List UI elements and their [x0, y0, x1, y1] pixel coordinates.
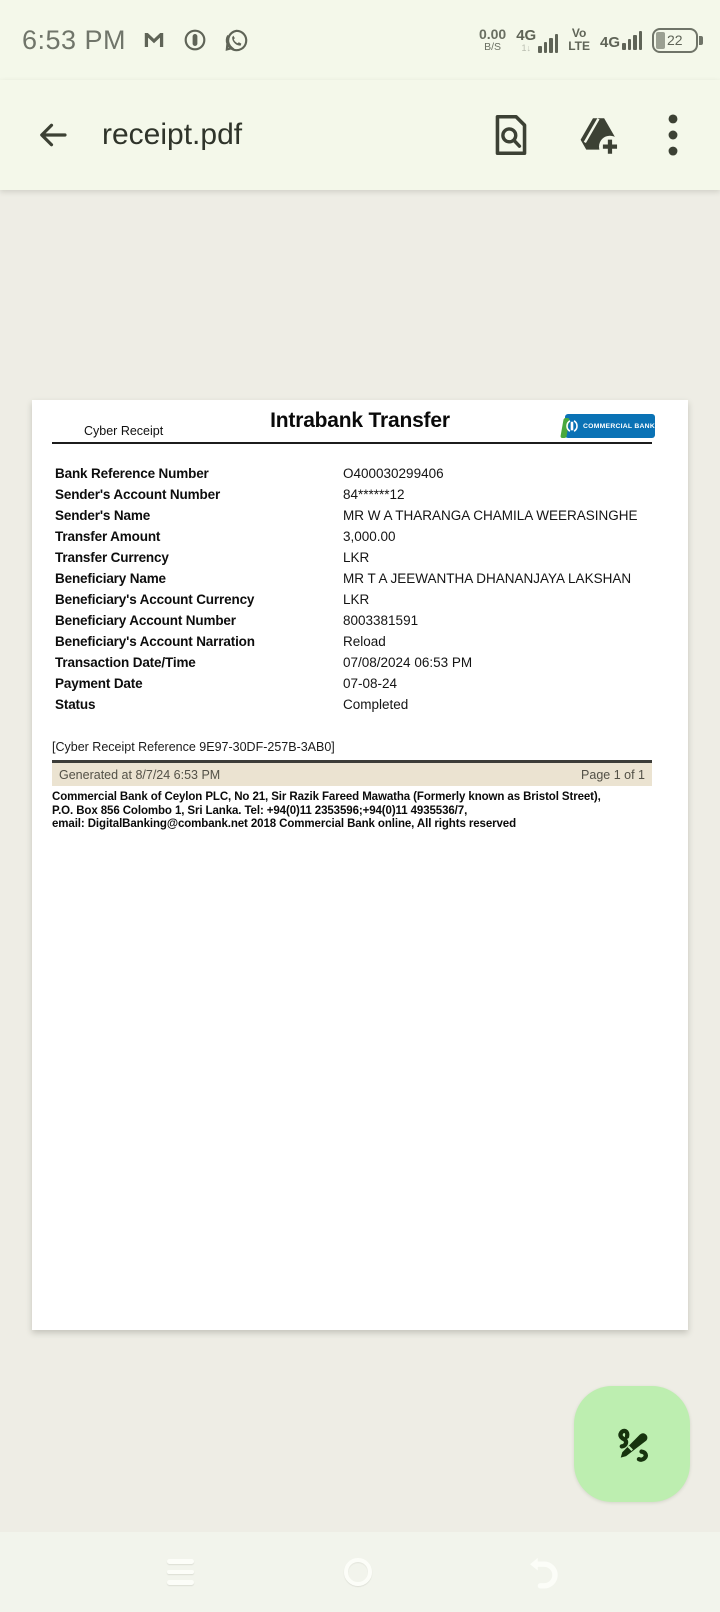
cyber-receipt-reference: [Cyber Receipt Reference 9E97-30DF-257B-3AB0] — [52, 740, 335, 754]
status-bar — [0, 0, 720, 80]
clock: 6:53 PM — [22, 24, 127, 55]
field-label: Bank Reference Number — [55, 466, 209, 481]
footer-line: P.O. Box 856 Colombo 1, Sri Lanka. Tel: +94(0)11 2353596;+94(0)11 4935536/7, — [52, 804, 468, 817]
field-value: O400030299406 — [343, 466, 444, 481]
signal-bars-icon — [538, 33, 558, 53]
sim1-signal: 4G 1↓ — [516, 28, 558, 53]
navigation-bar — [0, 1532, 720, 1612]
nav-home-button[interactable] — [318, 1532, 398, 1612]
field-label: Transaction Date/Time — [55, 655, 196, 670]
cyber-receipt-label: Cyber Receipt — [84, 424, 164, 438]
find-in-document-button[interactable] — [492, 113, 530, 157]
field-value: 8003381591 — [343, 613, 419, 628]
field-value: 3,000.00 — [343, 529, 396, 544]
receipt-title: Intrabank Transfer — [270, 409, 450, 432]
app-bar-actions — [492, 113, 720, 157]
footer-line: Commercial Bank of Ceylon PLC, No 21, Sir Razik Fareed Mawatha (Formerly known as Bristol Street), — [52, 791, 601, 803]
field-label: Beneficiary Name — [55, 571, 166, 586]
receipt-field-row — [32, 485, 688, 506]
document-search-icon — [492, 113, 530, 157]
field-label: Sender's Name — [55, 508, 151, 523]
field-value: 84******12 — [343, 487, 405, 502]
status-bar-left — [22, 25, 250, 56]
drive-add-icon — [576, 113, 622, 157]
field-value: Completed — [343, 697, 409, 712]
receipt-field-row — [32, 527, 688, 548]
bank-logo-text: COMMERCIAL BANK — [583, 422, 655, 430]
receipt-fields — [32, 464, 688, 716]
signal-bars-icon — [622, 30, 642, 50]
field-value: LKR — [343, 592, 370, 607]
header-divider — [52, 442, 652, 444]
nav-back-button[interactable] — [500, 1532, 580, 1612]
annotate-fab[interactable] — [574, 1386, 690, 1502]
sim2-signal: 4G — [600, 30, 642, 50]
field-value: 07-08-24 — [343, 676, 398, 691]
status-circle-icon — [182, 27, 208, 53]
field-value: MR W A THARANGA CHAMILA WEERASINGHE — [343, 508, 638, 523]
field-label: Status — [55, 697, 96, 712]
volte-indicator: Vo LTE — [568, 26, 590, 53]
bank-footer-text — [52, 791, 632, 832]
back-arrow-icon — [35, 117, 71, 153]
three-dots-icon — [668, 114, 678, 156]
field-label: Sender's Account Number — [55, 487, 221, 502]
document-title: receipt.pdf — [102, 118, 243, 151]
pdf-page[interactable] — [32, 400, 688, 1330]
back-button[interactable] — [18, 100, 88, 170]
overflow-menu-button[interactable] — [668, 114, 678, 156]
field-value: Reload — [343, 634, 386, 649]
generated-at-text: Generated at 8/7/24 6:53 PM — [59, 767, 221, 782]
generated-strip — [52, 763, 652, 786]
field-label: Transfer Currency — [55, 550, 169, 565]
field-label: Beneficiary's Account Currency — [55, 592, 255, 607]
add-to-drive-button[interactable] — [576, 113, 622, 157]
receipt-field-row — [32, 464, 688, 485]
menu-icon — [167, 1559, 194, 1585]
battery-icon — [652, 28, 698, 53]
receipt-field-row — [32, 653, 688, 674]
field-value: LKR — [343, 550, 370, 565]
receipt-field-row — [32, 695, 688, 716]
receipt-field-row — [32, 590, 688, 611]
field-label: Beneficiary's Account Narration — [55, 634, 255, 649]
receipt-field-row — [32, 506, 688, 527]
field-label: Payment Date — [55, 676, 143, 691]
whatsapp-icon — [223, 27, 250, 54]
commercial-bank-logo — [565, 414, 655, 438]
field-value: MR T A JEEWANTHA DHANANJAYA LAKSHAN — [343, 571, 632, 586]
receipt-field-row — [32, 674, 688, 695]
nav-back-icon — [522, 1554, 558, 1590]
stylus-edit-icon — [606, 1418, 658, 1470]
app-bar — [0, 80, 720, 190]
network-speed-indicator: 0.00 B/S — [478, 26, 507, 54]
nav-recents-button[interactable] — [140, 1532, 220, 1612]
field-value: 07/08/2024 06:53 PM — [343, 655, 473, 670]
field-label: Beneficiary Account Number — [55, 613, 236, 628]
receipt-field-row — [32, 569, 688, 590]
receipt-field-row — [32, 611, 688, 632]
battery-percent: 22 — [667, 32, 683, 48]
home-circle-icon — [344, 1558, 372, 1586]
receipt-field-row — [32, 632, 688, 653]
page-indicator: Page 1 of 1 — [581, 767, 645, 782]
receipt-field-row — [32, 548, 688, 569]
bank-emblem-icon — [565, 419, 579, 433]
field-label: Transfer Amount — [55, 529, 161, 544]
status-bar-right — [479, 27, 698, 53]
footer-line: email: DigitalBanking@combank.net 2018 Commercial Bank online, All rights reserved — [52, 818, 517, 830]
gmail-icon — [141, 27, 167, 53]
